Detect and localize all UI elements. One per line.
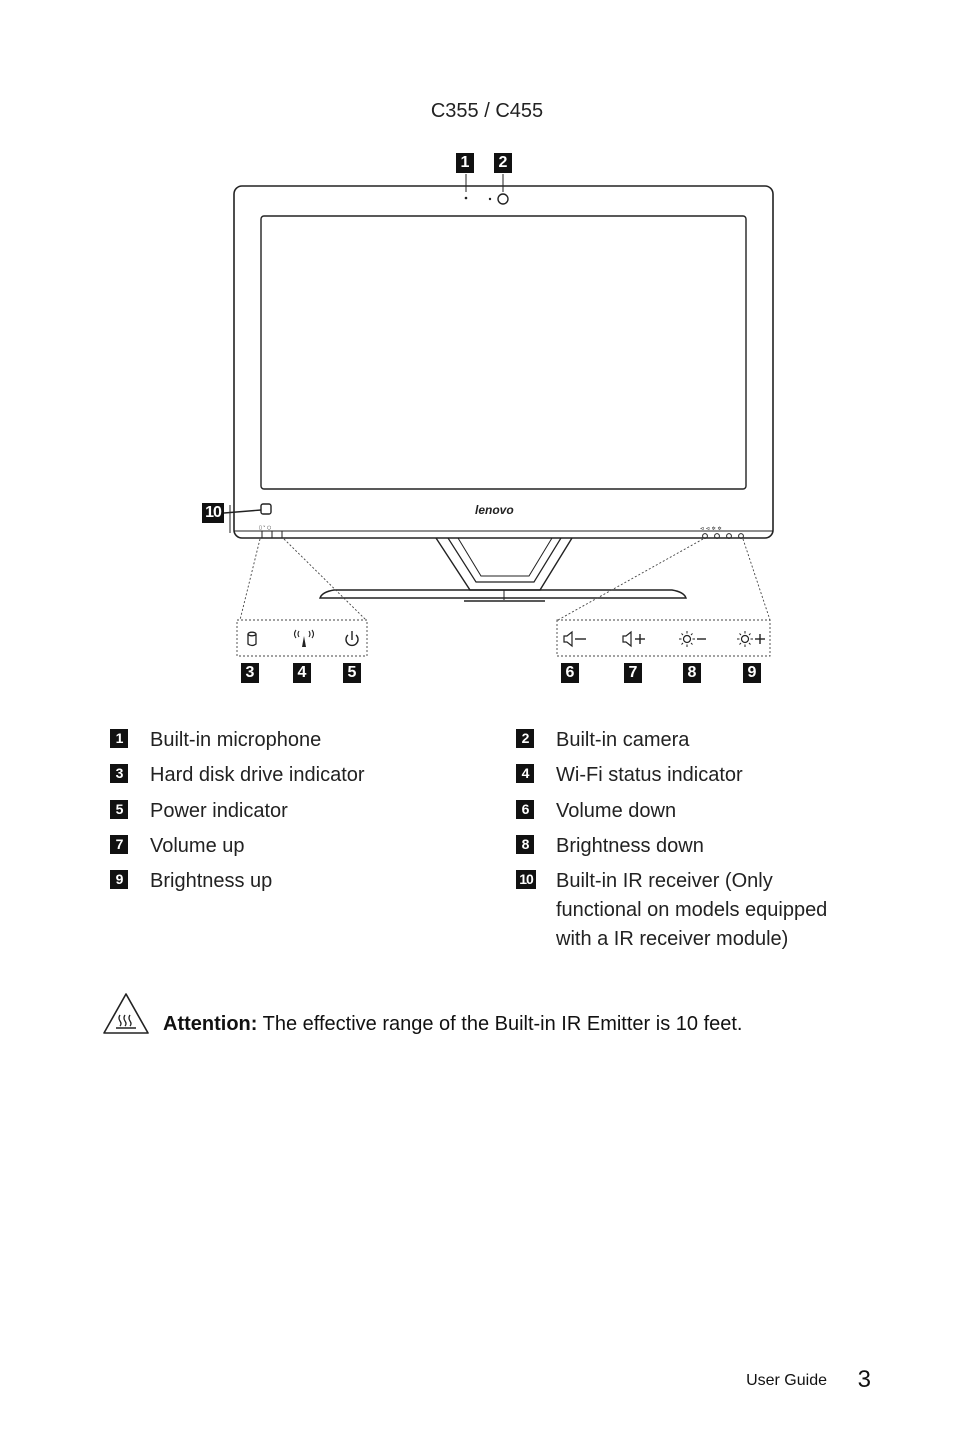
legend-number: 6 [516,800,534,819]
legend-label: Built-in camera [556,729,690,751]
monitor-diagram [0,0,954,700]
legend-number: 1 [110,729,128,748]
callout-4: 4 [293,663,311,683]
callout-6: 6 [561,663,579,683]
power-icon [346,631,358,645]
legend-label: Brightness up [150,870,273,892]
attention-text: The effective range of the Built-in IR Emitter is 10 feet. [257,1013,743,1035]
legend-label: Volume down [556,800,677,822]
legend-label: Volume up [150,835,245,857]
brightness-down-icon [679,631,706,647]
svg-text:⊲ ⊲ ✲ ✲: ⊲ ⊲ ✲ ✲ [700,526,722,532]
callout-2: 2 [494,153,512,173]
volume-up-icon [623,632,645,646]
camera-icon [498,194,508,204]
brightness-up-icon [737,631,765,647]
attention-note [163,1010,742,1038]
legend-label: Built-in IR receiver (Only functional on models equipped with a IR receiver module) [556,870,828,950]
hard-disk-icon [248,632,256,645]
svg-text:▯ ᵛ ○: ▯ ᵛ ○ [259,525,272,531]
callout-3: 3 [241,663,259,683]
callout-7: 7 [624,663,642,683]
microphone-icon [465,197,468,200]
ir-receiver-icon [261,504,271,514]
monitor-screen [261,216,746,489]
legend-label: Power indicator [150,800,288,822]
legend-label: Hard disk drive indicator [150,764,365,786]
legend-label: Built-in microphone [150,729,322,751]
legend-number: 4 [516,764,534,783]
volume-down-icon [564,632,586,646]
legend-label: Wi-Fi status indicator [556,764,743,786]
wifi-icon [295,630,314,647]
lenovo-logo: lenovo [475,503,514,517]
callout-9: 9 [743,663,761,683]
legend-number: 8 [516,835,534,854]
legend-number: 3 [110,764,128,783]
legend-number: 5 [110,800,128,819]
legend-number: 10 [516,870,536,889]
legend-number: 2 [516,729,534,748]
page-number: 3 [857,1366,871,1393]
footer-label: User Guide [746,1372,827,1389]
callout-10: 10 [202,503,224,523]
callout-5: 5 [343,663,361,683]
legend-number: 9 [110,870,128,889]
callout-8: 8 [683,663,701,683]
monitor-bezel [234,186,773,538]
hot-surface-warning-icon [101,991,151,1037]
legend-label: Brightness down [556,835,704,857]
callout-1: 1 [456,153,474,173]
attention-label: Attention: [163,1013,258,1035]
legend-number: 7 [110,835,128,854]
model-title: C355 / C455 [430,100,544,122]
